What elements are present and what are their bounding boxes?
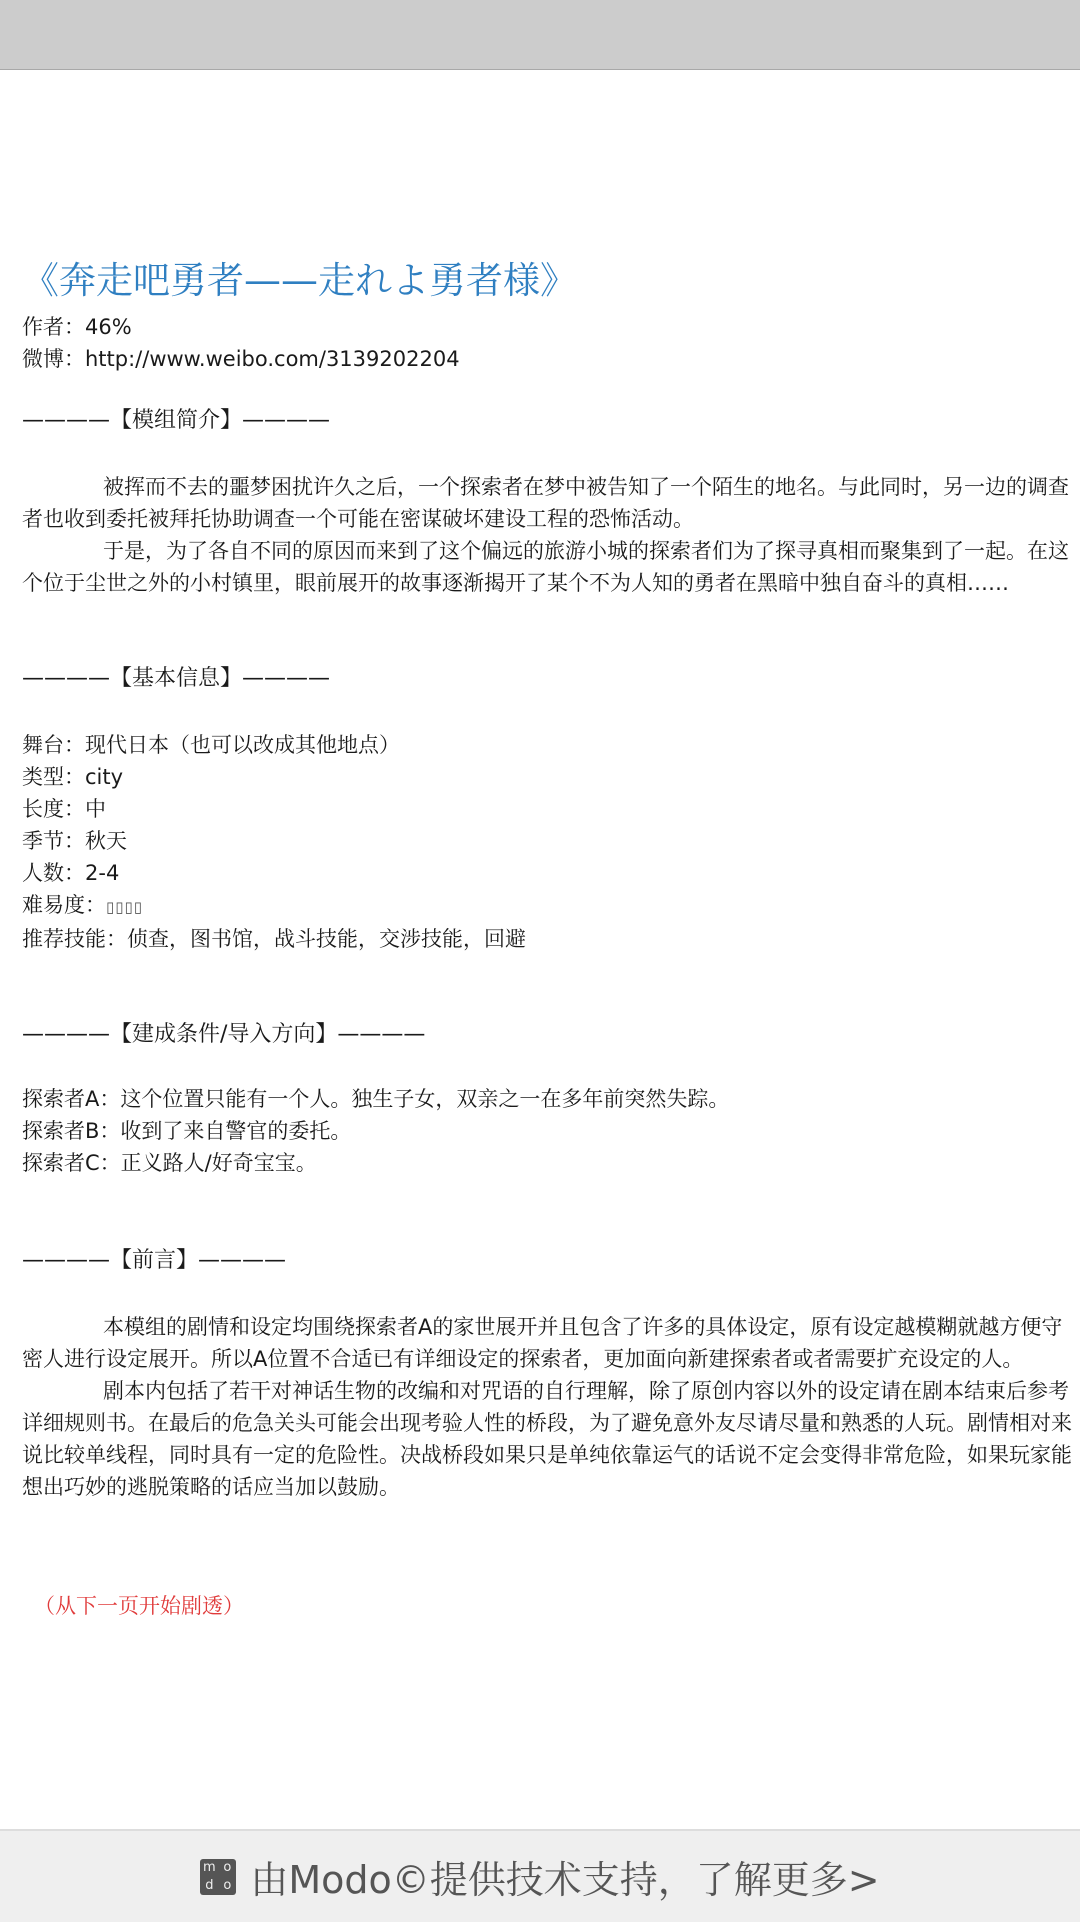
footer-text: 由Modo©提供技术支持，了解更多> <box>250 1858 880 1902</box>
difficulty-label: 难易度： <box>22 893 106 917</box>
intro-heading: ————【模组简介】———— <box>22 408 331 433</box>
basic-info-heading: ————【基本信息】———— <box>22 666 331 691</box>
modo-logo-letter: o <box>223 1859 232 1875</box>
modo-logo-icon <box>200 1859 236 1895</box>
info-type: 类型：city <box>22 765 124 789</box>
info-stage: 舞台：现代日本（也可以改成其他地点） <box>22 733 400 757</box>
page-title: 《奔走吧勇者——走れよ勇者様》 <box>22 259 577 302</box>
weibo-line: 微博：http://www.weibo.com/3139202204 <box>22 347 460 371</box>
modo-logo-letter: d <box>205 1877 214 1893</box>
preface-paragraph-1: 本模组的剧情和设定均围绕探索者A的家世展开并且包含了许多的具体设定，原有设定越模糊就越方便守密人进行设定展开。所以A位置不合适已有详细设定的探索者，更加面向新建探索者或者需要扩充设定的人。 <box>22 1315 1063 1371</box>
info-skills: 推荐技能：侦查，图书馆，战斗技能，交涉技能，回避 <box>22 927 526 951</box>
info-difficulty <box>22 889 1072 923</box>
preface-paragraph-2: 剧本内包括了若干对神话生物的改编和对咒语的自行理解，除了原创内容以外的设定请在剧本结束后参考详细规则书。在最后的危急关头可能会出现考验人性的桥段，为了避免意外友尽请尽量和熟悉的人玩。剧情相对来说比较单线程，同时具有一定的危险性。决战桥段如果只是单纯依靠运气的话说不定会变得非常危险，如果玩家能想出巧妙的逃脱策略的话应当加以鼓励。 <box>22 1379 1072 1499</box>
difficulty-glyphs: ▯▯▯▯ <box>106 898 144 916</box>
intro-paragraph-2: 于是，为了各自不同的原因而来到了这个偏远的旅游小城的探索者们为了探寻真相而聚集到了一起。在这个位于尘世之外的小村镇里，眼前展开的故事逐渐揭开了某个不为人知的勇者在黑暗中独自奋斗的真相…… <box>22 539 1069 595</box>
top-bar <box>0 0 1080 70</box>
author-line: 作者：46% <box>22 315 132 339</box>
info-length: 长度：中 <box>22 797 106 821</box>
condition-a: 探索者A：这个位置只能有一个人。独生子女，双亲之一在多年前突然失踪。 <box>22 1087 730 1111</box>
footer-banner[interactable] <box>0 1829 1080 1922</box>
preface-heading: ————【前言】———— <box>22 1248 287 1273</box>
modo-logo-letter: m <box>203 1859 216 1875</box>
info-season: 季节：秋天 <box>22 829 127 853</box>
modo-logo-letter: o <box>223 1877 232 1893</box>
conditions-heading: ————【建成条件/导入方向】———— <box>22 1022 426 1047</box>
footer-link[interactable] <box>200 1849 879 1904</box>
condition-c: 探索者C：正义路人/好奇宝宝。 <box>22 1151 317 1175</box>
intro-paragraph-1: 被挥而不去的噩梦困扰许久之后，一个探索者在梦中被告知了一个陌生的地名。与此同时，另一边的调查者也收到委托被拜托协助调查一个可能在密谋破坏建设工程的恐怖活动。 <box>22 475 1069 531</box>
spoiler-note: （从下一页开始剧透） <box>34 1594 244 1618</box>
condition-b: 探索者B：收到了来自警官的委托。 <box>22 1119 352 1143</box>
article-content <box>22 255 1072 1643</box>
info-players: 人数：2-4 <box>22 861 120 885</box>
